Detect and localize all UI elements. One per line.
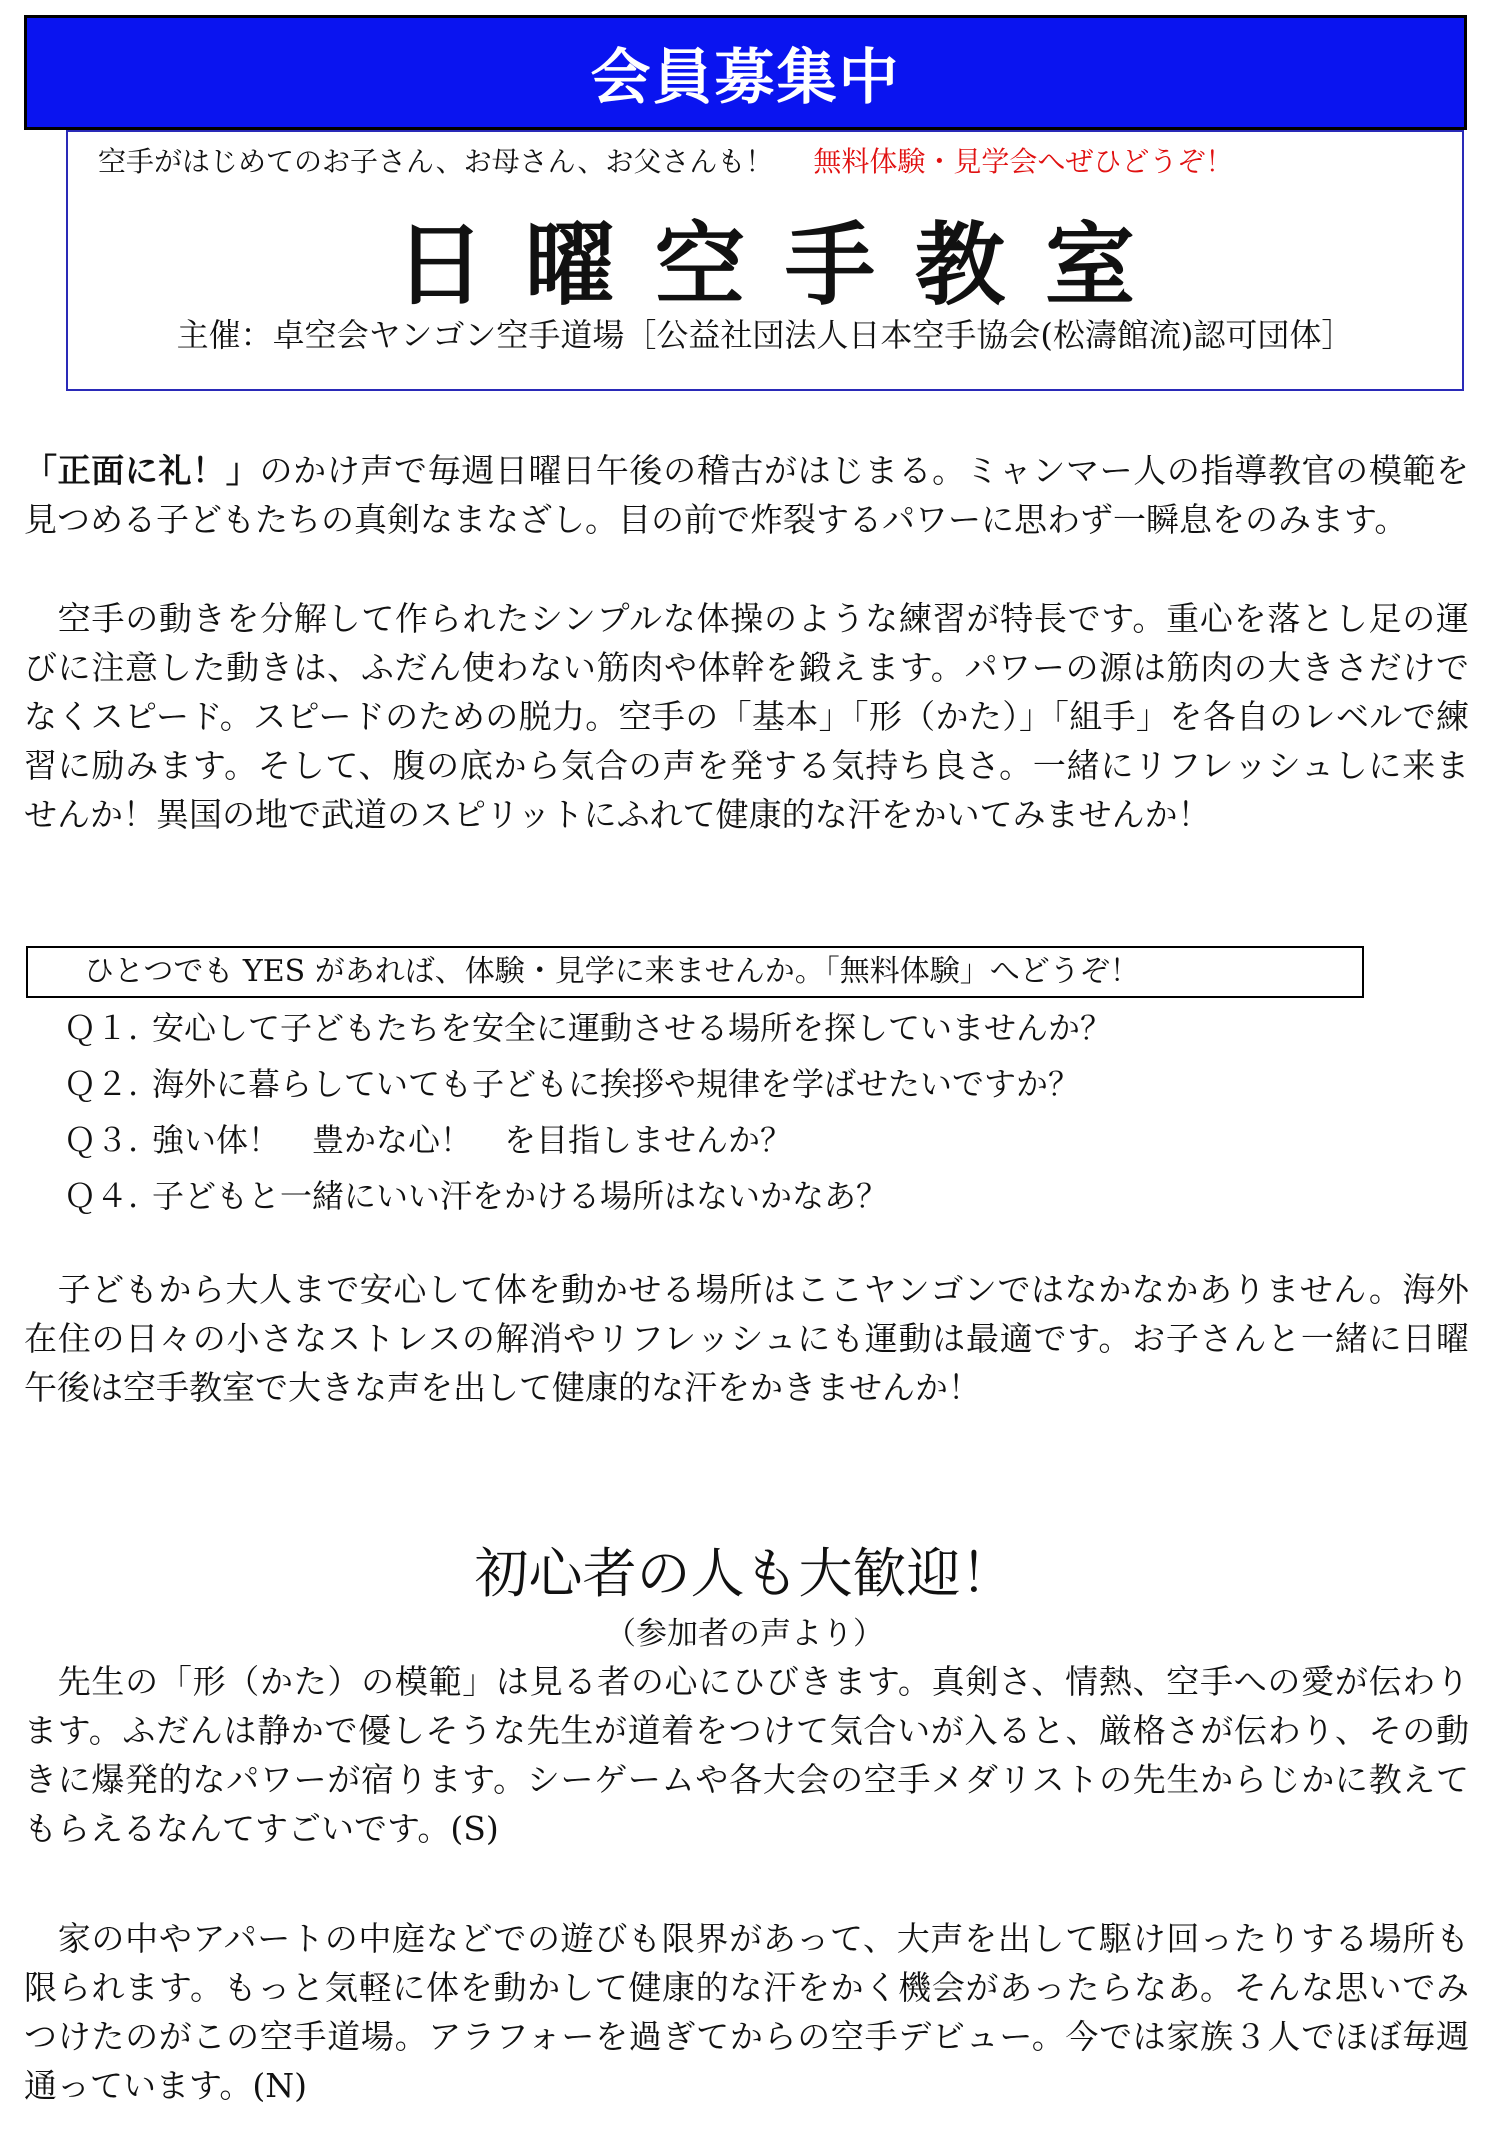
question-number: Ｑ１. <box>64 1009 139 1047</box>
tagline-text: 空手がはじめてのお子さん、お母さん、お父さんも！ <box>98 145 774 178</box>
intro-text: のかけ声で毎週日曜日午後の稽古がはじまる。ミャンマー人の指導教官の模範を見つめる子どもたちの真剣なまなざし。目の前で炸裂するパワーに思わず一瞬息をのみます。 <box>24 451 1470 539</box>
welcome-heading: 初心者の人も大歓迎！ <box>474 1542 1015 1605</box>
free-trial-notice: 無料体験・見学会へぜひどうぞ！ <box>813 145 1234 178</box>
list-item <box>64 1056 1112 1112</box>
intro-paragraph <box>24 446 1469 544</box>
question-number: Ｑ４. <box>64 1177 139 1215</box>
practice-paragraph: 空手の動きを分解して作られたシンプルな体操のような練習が特長です。重心を落とし足の運びに注意した動きは、ふだん使わない筋肉や体幹を鍛えます。パワーの源は筋肉の大きさだけでなくスピード。スピードのための脱力。空手の「基本」「形（かた）」「組手」を各自のレベルで練習に励みます。そして、腹の底から気合の声を発する気持ち良さ。一緒にリフレッシュしに来ませんか！異国の地で武道のスピリットにふれて健康的な汗をかいてみませんか！ <box>24 599 1469 834</box>
intro-lead: 「正面に礼！」 <box>24 451 260 490</box>
question-text: 安心して子どもたちを安全に運動させる場所を探していませんか？ <box>152 1009 1113 1047</box>
question-text: 子どもと一緒にいい汗をかける場所はないかなあ？ <box>152 1177 889 1215</box>
question-number: Ｑ２. <box>64 1065 139 1103</box>
participant-voice-s: 先生の「形（かた）の模範」は見る者の心にひびきます。真剣さ、情熱、空手への愛が伝わります。ふだんは静かで優しそうな先生が道着をつけて気合いが入ると、厳格さが伝わり、その動きに爆発的なパワーが宿ります。シーゲームや各大会の空手メダリストの先生からじかに教えてもらえるなんてすごいです。(S) <box>24 1662 1469 1848</box>
question-list <box>64 1000 1112 1224</box>
page-title: 日曜空手教室 <box>395 213 1175 318</box>
sponsor-line: 主催：卓空会ヤンゴン空手道場［公益社団法人日本空手協会(松濤館流)認可団体］ <box>176 316 1354 354</box>
question-text: 強い体！ 豊かな心！ を目指しませんか？ <box>152 1121 793 1159</box>
question-text: 海外に暮らしていても子どもに挨拶や規律を学ばせたいですか？ <box>152 1065 1081 1103</box>
yes-invitation-box: ひとつでも YES があれば、体験・見学に来ませんか。「無料体験」へどうぞ！ <box>26 946 1364 998</box>
question-number: Ｑ３. <box>64 1121 139 1159</box>
closing-paragraph: 子どもから大人まで安心して体を動かせる場所はここヤンゴンではなかなかありません。海外在住の日々の小さなストレスの解消やリフレッシュにも運動は最適です。お子さんと一緒に日曜午後は空手教室で大きな声を出して健康的な汗をかきませんか！ <box>24 1270 1469 1407</box>
recruitment-banner <box>24 15 1467 130</box>
participant-voice-n: 家の中やアパートの中庭などでの遊びも限界があって、大声を出して駆け回ったりする場所も限られます。もっと気軽に体を動かして健康的な汗をかく機会があったらなあ。そんな思いでみつけたのがこの空手道場。アラフォーを過ぎてからの空手デビュー。今では家族３人でほぼ毎週通っています。(N) <box>24 1919 1469 2105</box>
list-item <box>64 1112 1112 1168</box>
list-item <box>64 1000 1112 1056</box>
voice-caption: （参加者の声より） <box>605 1616 884 1652</box>
list-item <box>64 1168 1112 1224</box>
title-box <box>66 130 1464 391</box>
banner-title: 会員募集中 <box>590 42 901 113</box>
tagline <box>98 140 1438 180</box>
